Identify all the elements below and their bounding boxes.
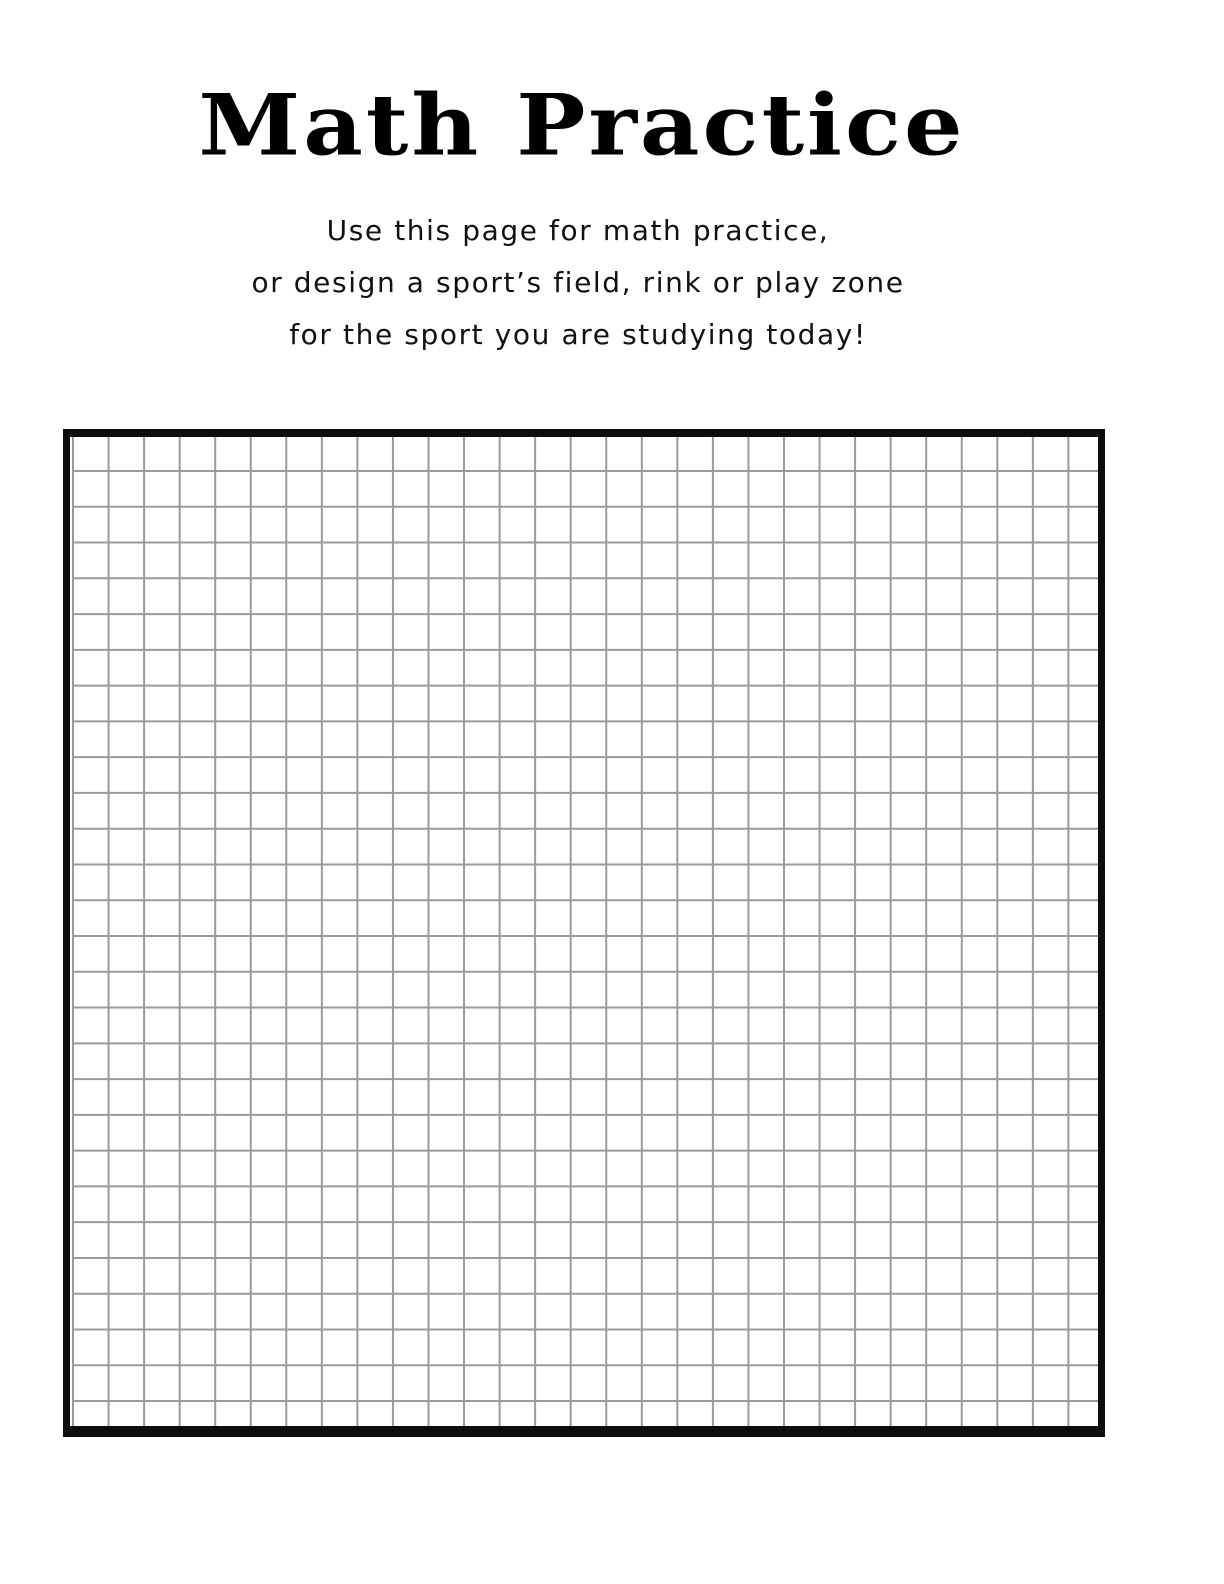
instructions: [0, 208, 1156, 364]
graph-paper-grid: [63, 429, 1105, 1437]
instruction-line-1: Use this page for math practice,: [326, 214, 830, 247]
instruction-line-3: for the sport you are studying today!: [289, 318, 867, 351]
grid-lines: [70, 437, 1098, 1426]
instruction-line-2: or design a sport’s field, rink or play zone: [251, 266, 905, 299]
page-title: Math Practice: [198, 75, 966, 175]
